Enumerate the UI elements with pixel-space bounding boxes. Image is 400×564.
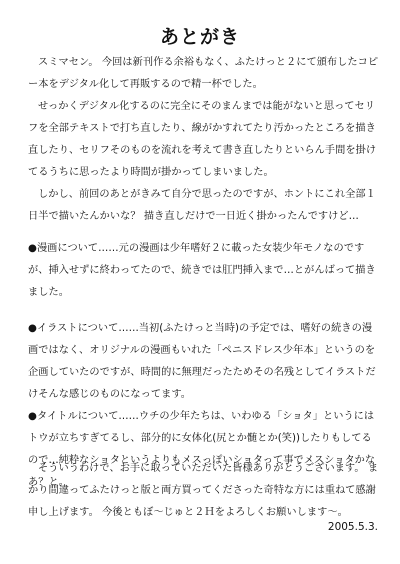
paragraph-closing: そういうわけで、お手に取っていただいた皆様ありがとうございます。 まかり間違ってふたけっと版と両方買ってくださった奇特な方には重ねて感謝申し上げます。 今後ともぼ～じゅと２Ｈをよろしくお願いします～。 bbox=[28, 463, 379, 518]
bullet-manga-text: ●漫画について……元の漫画は少年嗜好２に載った女装少年モノなのですが、挿入せずに終わってたので、続きでは肛門挿入まで…とがんばって描きました。 bbox=[28, 243, 376, 298]
bullet-illustration-text: ●イラストについて……当初(ふたけっと当時)の予定では、嗜好の続きの漫画ではなく、オリジナルの漫画もいれた「ペニスドレス少年本」というのを企画していたのですが、時間的に無理だったためその名残としてイラストだけそんな感じのものになってます。 bbox=[28, 323, 376, 400]
paragraph-digitization: せっかくデジタル化するのに完全にそのまんまでは能がないと思ってセリフを全部テキストで打ち直したり、線がかすれてたり汚かったところを描き直したり、セリフそのものを流れを考えて書き直したりといらん手間を掛けてるうちに思ったより時間が掛かってしまいました。 bbox=[28, 101, 377, 178]
bullet-title-text: ●タイトルについて……ウチの少年たちは、いわゆる「ショタ」というにはトウが立ちすぎてるし、部分的に女体化(尻とか髄とか(笑))したりもしてるので…純粋なショタというよりもメスっぽいショタって事でメスショタかなあ？と。 bbox=[28, 411, 376, 488]
bullet-illustration bbox=[28, 318, 380, 406]
bullet-manga bbox=[28, 238, 380, 304]
page-title: あとがき bbox=[159, 26, 240, 48]
paragraph-apology: スミマセン。 今回は新刊作る余裕もなく、ふたけっと２にて頒布したコピー本をデジタル化して再販するので精一杯でした。 bbox=[28, 57, 379, 90]
intro-text bbox=[28, 52, 380, 228]
date: 2005.5.3. bbox=[327, 521, 378, 533]
paragraph-reflection: しかし、前回のあとがきみて自分で思ったのですが、ホントにこれ全部１日半で描いたんかいな？ 描き直しだけで一日近く掛かったんですけど… bbox=[28, 189, 376, 222]
closing-text bbox=[28, 458, 380, 524]
